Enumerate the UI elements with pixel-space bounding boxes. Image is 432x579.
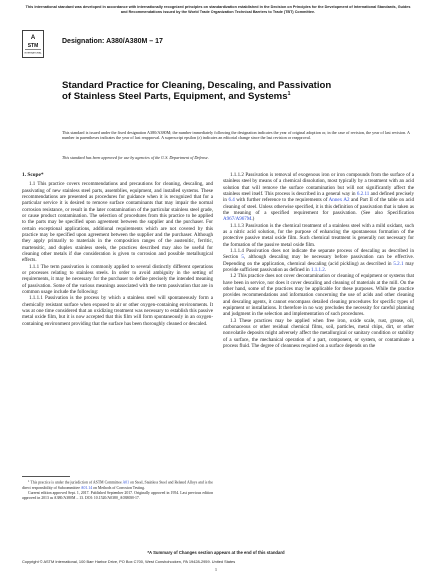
link-subcommittee-a01-14[interactable]: A01.14 bbox=[80, 485, 93, 490]
text-run: 1.3 These practices may be applied when free iron, oxide scale, rust, grease, oil, carbonaceous or other residual chemical films, soil, particles, metal chips, dirt, or other nonvolatile deposits might adversely affect the metallurgical or sanitary condition or stability of a surface, the mechanical operation of a part, component, or system, or contaminate a process fluid. The degree of cleanness required on a surface depends on the bbox=[223, 317, 414, 349]
link-6-2-11[interactable]: 6.2.11 bbox=[356, 190, 370, 197]
international-standard-notice: This international standard was developed in accordance with internationally recognized principles on standardization established in the Decision on Principles for the Development of International Standards, Guides and Recommendations issued by the World Trade Organization Technical Barriers to Trade (TBT) Committee. bbox=[25, 5, 411, 14]
link-a967[interactable]: A967/A967M bbox=[223, 216, 252, 223]
copyright-line: Copyright © ASTM International, 100 Barr Harbor Drive, PO Box C700, West Conshohocken, PA 19428-2959. United States bbox=[22, 559, 236, 564]
document-title bbox=[62, 80, 342, 102]
svg-text:STM: STM bbox=[27, 43, 39, 49]
text-run: . bbox=[324, 266, 327, 273]
paragraph-1-1-1-2 bbox=[223, 172, 414, 223]
paragraph-1-1-1-1: 1.1.1.1 Passivation is the process by which a stainless steel will spontaneously form a chemically resistant surface when exposed to air or other oxygen-containing environments. It was at one time considered that an oxidizing treatment was necessary to establish this passive metal oxide film, but it is now accepted that this film will form spontaneously in an oxygen-containing environment providing that the surface has been thoroughly cleaned or descaled. bbox=[22, 295, 213, 327]
link-1-1-1-2[interactable]: 1.1.1.2 bbox=[310, 266, 325, 273]
link-annex-a2[interactable]: Annex A2 bbox=[328, 197, 350, 204]
paragraph-1-3 bbox=[223, 318, 414, 350]
footnote-divider bbox=[22, 476, 70, 477]
paragraph-1-1-1: 1.1.1 The term passivation is commonly applied to several distinctly different operations or processes relating to stainless steels. In order to avoid ambiguity in the setting of requirements, it may be necessary for the purchaser to define precisely the intended meaning of passivation. Some of the various meanings associated with the term passivation that are in common usage include the following: bbox=[22, 263, 213, 295]
text-run: and defined precisely in bbox=[223, 190, 414, 204]
text-run: 1.2 This practice does not cover decontamination or cleaning of equipment or systems that have been in service, nor does it cover descaling and cleaning of materials at the mill. On the other hand, some of the practices may be applicable for these purposes. While the practice provides recommendations and information concerning the use of acids and other cleaning and descaling agents, it cannot encompass detailed cleaning procedures for specific types of equipment or installations. It therefore in no way precludes the necessity for careful planning and judgment in the selection and implementation of such procedures. bbox=[223, 273, 414, 318]
designation: Designation: A380/A380M – 17 bbox=[62, 38, 163, 45]
text-run: 1.1.1.2 Passivation is removal of exogenous iron or iron compounds from the surface of a stainless steel by means of a chemical dissolution, most typically by a treatment with an acid solution that will remove the surface contamination but will not significantly affect the stainless steel itself. This process is described in a general way in bbox=[223, 172, 414, 197]
text-run: Current edition approved Sept. 1, 2017. Published September 2017. Originally approved in 1954. Last previous edition approved in 2013 as A380/A380M – 13. DOI: 10.1520/A0380_A0380M-17. bbox=[22, 490, 213, 500]
text-run: on Methods of Corrosion Testing. bbox=[92, 485, 145, 490]
title-footnote-ref[interactable]: 1 bbox=[287, 91, 291, 98]
text-run: on Steel, Stainless Steel and Related Alloys and is the direct responsibility of Subcommittee bbox=[22, 480, 214, 490]
astm-logo-icon bbox=[22, 30, 44, 58]
svg-text:INTERNATIONAL: INTERNATIONAL bbox=[24, 52, 42, 55]
page-number: 1 bbox=[214, 567, 218, 572]
scope-heading: 1. Scope* bbox=[22, 172, 44, 178]
link-section-5[interactable]: 5 bbox=[241, 254, 244, 261]
text-run: and Part II of the table on acid cleaning of steel. Unless otherwise specified, it is this definition of passivation that is taken as the meaning of a specified requirement for passivation. (See also Specification bbox=[223, 197, 414, 216]
text-run: 1.1.1.4 Passivation does not indicate the separate process of descaling as described in Section bbox=[223, 247, 414, 261]
paragraph-1-1: 1.1 This practice covers recommendations and precautions for cleaning, descaling, and passivating of new stainless steel parts, assemblies, equipment, and installed systems. These recommendations are presented as procedures for guidance when it is recognized that for a particular service it is desired to remove surface contaminants that may impair the normal corrosion resistance, or result in the later contamination of the particular stainless steel grade, or cause product contamination. The selection of procedures from this practice to be applied to the parts may be specified upon agreement between the supplier and the purchaser. For certain exceptional applications, additional requirements which are not covered by this practice may be specified upon agreement between the supplier and the purchaser. Although they apply primarily to materials in the composition ranges of the austenitic, ferritic, martensitic, and duplex stainless steels, the practices described may also be useful for cleaning other metals if due consideration is given to corrosion and possible metallurgical effects. bbox=[22, 181, 213, 264]
summary-of-changes-note: *A Summary of Changes section appears at the end of this standard bbox=[147, 550, 285, 555]
right-column bbox=[223, 172, 414, 349]
text-run: This practice is under the jurisdiction of ASTM Committee bbox=[30, 480, 123, 485]
text-run: may provide sufficient passivation as defined in bbox=[223, 260, 415, 273]
dod-approval-note: This standard has been approved for use by agencies of the U.S. Department of Defense. bbox=[62, 155, 209, 160]
paragraph-1-1-1-4 bbox=[223, 248, 414, 273]
footnote-1 bbox=[22, 479, 213, 491]
text-run: , although descaling may be necessary before passivation can be effective. Depending on the application, chemical descaling (acid pickling) as described in bbox=[223, 254, 414, 267]
footnotes bbox=[22, 479, 213, 501]
text-run: .) bbox=[251, 216, 255, 223]
svg-text:A: A bbox=[30, 35, 36, 41]
footnote-ref: 1 bbox=[28, 479, 30, 483]
issued-under-note: This standard is issued under the fixed designation A380/A380M; the number immediately following the designation indicates the year of original adoption or, in the case of revision, the year of last revision. A number in parentheses indicates the year of last reapproval. A superscript epsilon (ε) indicates an editorial change since the last revision or reapproval. bbox=[62, 130, 410, 141]
link-committee-a01[interactable]: A01 bbox=[122, 480, 130, 485]
link-6-4[interactable]: 6.4 bbox=[228, 197, 235, 204]
paragraph-1-2 bbox=[223, 273, 414, 317]
link-5-2-1[interactable]: 5.2.1 bbox=[393, 260, 404, 267]
title-text: Standard Practice for Cleaning, Descaling, and Passivation of Stainless Steel Parts, Equipment, and Systems bbox=[62, 80, 332, 103]
left-column bbox=[22, 172, 213, 472]
footnote-edition bbox=[22, 491, 213, 501]
text-run: with further reference to the requirements of bbox=[234, 197, 329, 204]
text-run: 1.1.1.3 Passivation is the chemical treatment of a stainless steel with a mild oxidant, such as a nitric acid solution, for the purpose of enhancing the spontaneous formation of the protective passive metal oxide film. Such chemical treatment is generally not necessary for the formation of the passive metal oxide film. bbox=[223, 222, 414, 248]
paragraph-1-1-1-3 bbox=[223, 223, 414, 248]
